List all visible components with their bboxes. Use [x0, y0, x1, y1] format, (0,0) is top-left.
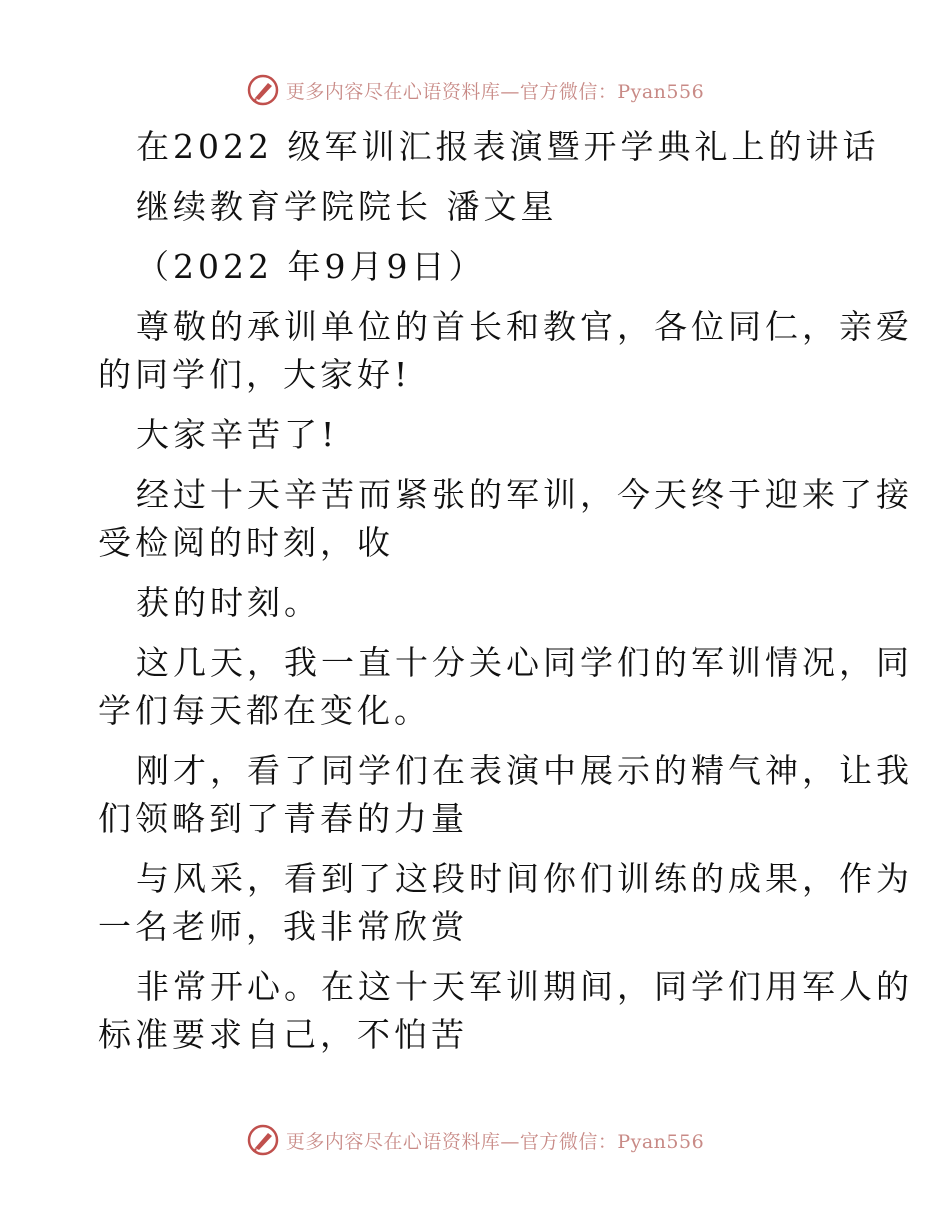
pen-logo-icon — [246, 1123, 280, 1157]
paragraph: （2022 年9月9日） — [136, 247, 486, 286]
paragraph: 非常开心。在这十天军训期间，同学们用军人的 标准要求自己，不怕苦 — [98, 967, 913, 1054]
document-body — [98, 123, 913, 1059]
paragraph: 大家辛苦了! — [136, 415, 339, 454]
paragraph: 刚才，看了同学们在表演中展示的精气神，让我 们领略到了青春的力量 — [98, 751, 913, 838]
paragraph: 尊敬的承训单位的首长和教官，各位同仁，亲爱 的同学们，大家好! — [98, 307, 913, 394]
paragraph: 经过十天辛苦而紧张的军训，今天终于迎来了接 受检阅的时刻，收 — [98, 475, 913, 562]
watermark-text: 更多内容尽在心语资料库—官方微信：Pyan556 — [285, 80, 705, 103]
paragraph: 继续教育学院院长 潘文星 — [136, 187, 558, 226]
paragraph: 在2022 级军训汇报表演暨开学典礼上的讲话 — [136, 127, 880, 166]
paragraph: 与风采，看到了这段时间你们训练的成果，作为 一名老师，我非常欣赏 — [98, 859, 913, 946]
paragraph: 获的时刻。 — [136, 583, 321, 622]
watermark-text: 更多内容尽在心语资料库—官方微信：Pyan556 — [285, 1130, 705, 1153]
header-watermark — [0, 70, 950, 110]
paragraph: 这几天，我一直十分关心同学们的军训情况，同 学们每天都在变化。 — [98, 643, 913, 730]
footer-watermark — [0, 1120, 950, 1160]
pen-logo-icon — [246, 73, 280, 107]
